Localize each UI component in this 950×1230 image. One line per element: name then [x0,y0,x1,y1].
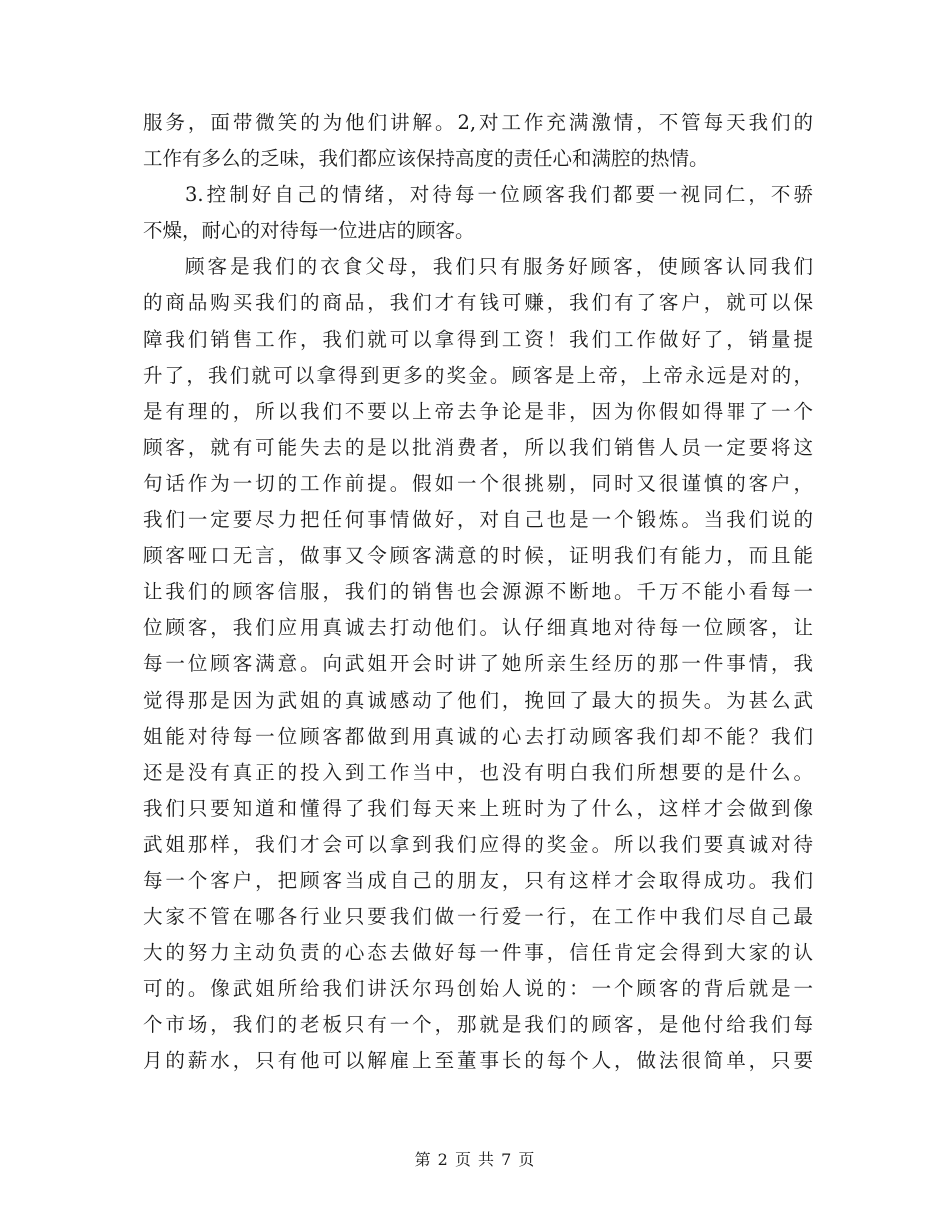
text-line: 每一位顾客满意。向武姐开会时讲了她所亲生经历的那一件事情，我 [143,652,813,676]
text-line: 可的。像武姐所给我们讲沃尔玛创始人说的：一个顾客的背后就是一 [143,977,813,1001]
text-line: 3.控制好自己的情绪，对待每一位顾客我们都要一视同仁，不骄 [185,183,813,207]
text-line: 武姐那样，我们才会可以拿到我们应得的奖金。所以我们要真诚对待 [143,832,813,856]
text-line: 服务，面带微笑的为他们讲解。2,对工作充满激情，不管每天我们的 [143,111,813,134]
body-text [143,105,813,1080]
text-line: 个市场，我们的老板只有一个，那就是我们的顾客，是他付给我们每 [143,1013,813,1037]
text-line: 顾客，就有可能失去的是以批消费者，所以我们销售人员一定要将这 [143,435,813,459]
text-line: 工作有多么的乏味，我们都应该保持高度的责任心和满腔的热情。 [143,147,709,171]
page-footer: 第 2 页 共 7 页 [414,1150,536,1169]
text-line: 我们只要知道和懂得了我们每天来上班时为了什么，这样才会做到像 [143,796,813,820]
text-line: 让我们的顾客信服，我们的销售也会源源不断地。千万不能小看每一 [143,580,813,604]
text-line: 姐能对待每一位顾客都做到用真诚的心去打动顾客我们却不能？我们 [143,724,813,748]
text-line: 不燥，耐心的对待每一位进店的顾客。 [143,219,475,243]
text-line: 每一个客户，把顾客当成自己的朋友，只有这样才会取得成功。我们 [143,868,813,892]
text-line: 大的努力主动负责的心态去做好每一件事，信任肯定会得到大家的认 [143,941,813,965]
text-line: 还是没有真正的投入到工作当中，也没有明白我们所想要的是什么。 [143,760,813,784]
text-line: 是有理的，所以我们不要以上帝去争论是非，因为你假如得罪了一个 [143,399,813,423]
text-line: 顾客哑口无言，做事又令顾客满意的时候，证明我们有能力，而且能 [143,544,813,568]
text-line: 我们一定要尽力把任何事情做好，对自己也是一个锻炼。当我们说的 [143,508,813,532]
text-line: 月的薪水，只有他可以解雇上至董事长的每个人，做法很简单，只要 [143,1049,813,1073]
text-line: 觉得那是因为武姐的真诚感动了他们，挽回了最大的损失。为甚么武 [143,688,813,712]
text-line: 升了，我们就可以拿得到更多的奖金。顾客是上帝，上帝永远是对的， [143,363,813,387]
text-line: 大家不管在哪各行业只要我们做一行爱一行，在工作中我们尽自己最 [143,905,813,929]
text-line: 障我们销售工作，我们就可以拿得到工资！我们工作做好了，销量提 [143,327,813,351]
text-line: 的商品购买我们的商品，我们才有钱可赚，我们有了客户，就可以保 [143,291,813,315]
text-line: 位顾客，我们应用真诚去打动他们。认仔细真地对待每一位顾客，让 [143,616,813,640]
text-line: 句话作为一切的工作前提。假如一个很挑剔，同时又很谨慎的客户， [143,471,813,495]
text-line: 顾客是我们的衣食父母，我们只有服务好顾客，使顾客认同我们 [185,255,813,279]
